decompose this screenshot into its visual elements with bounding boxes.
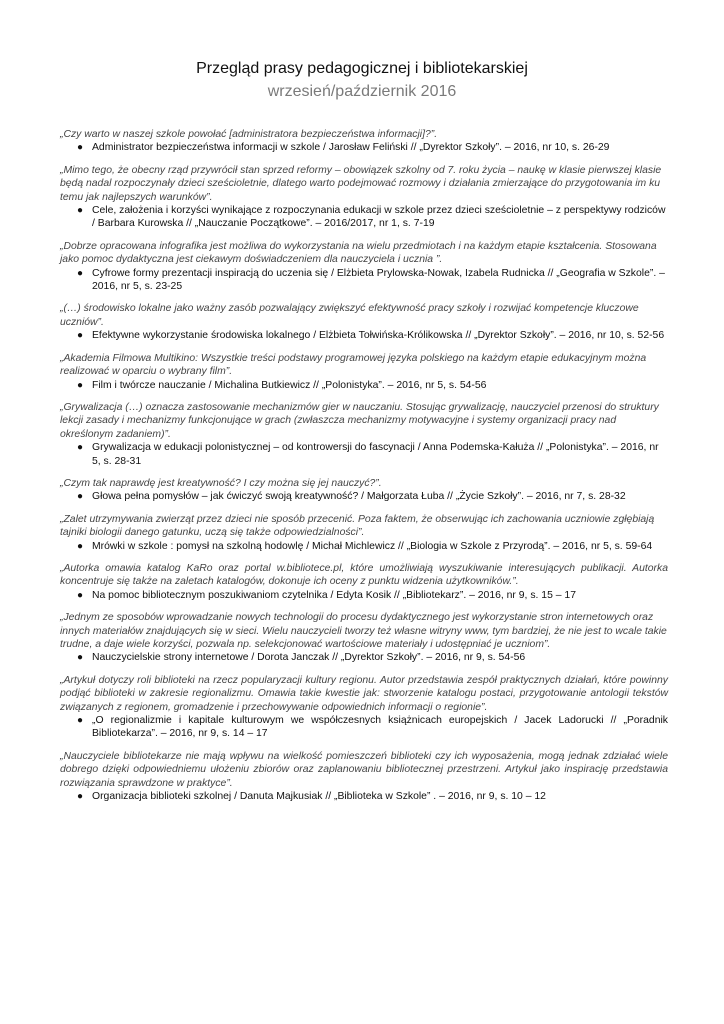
entry-reference-text: Film i twórcze nauczanie / Michalina Butkiewicz // „Polonistyka”. – 2016, nr 5, s. 54-56	[92, 379, 487, 391]
bullet-icon: ●	[77, 652, 84, 664]
entry-reference	[60, 490, 668, 503]
page-subtitle: wrzesień/październik 2016	[267, 83, 457, 100]
entry-reference-text: Na pomoc bibliotecznym poszukiwaniom czytelnika / Edyta Kosik // „Bibliotekarz”. – 2016, nr 9, s. 15 – 17	[92, 589, 576, 601]
entry-reference	[60, 267, 668, 294]
list-item	[60, 477, 668, 504]
bullet-icon: ●	[77, 330, 84, 342]
entry-reference	[60, 329, 668, 342]
entry-reference-text: Cyfrowe formy prezentacji inspiracją do uczenia się / Elżbieta Prylowska-Nowak, Izabela Rudnicka // „Geografia w Szkole”. – 2016, nr 5, s. 23-25	[92, 267, 665, 293]
list-item	[60, 401, 668, 468]
bullet-icon: ●	[77, 267, 84, 279]
entry-reference	[60, 790, 668, 803]
entry-reference-text: „O regionalizmie i kapitale kulturowym we współczesnych książnicach europejskich / Jacek Ladorucki // „Poradnik Bibliotekarza”. – 2016, nr 9, s. 14 – 17	[92, 715, 668, 740]
bullet-icon: ●	[77, 379, 84, 391]
entry-reference	[60, 714, 668, 741]
entry-reference-text: Cele, założenia i korzyści wynikające z rozpoczynania edukacji w szkole przez dzieci sześcioletnie – z perspektywy rodziców / Barbara Kurowska // „Nauczanie Początkowe”. – 2016/2017, nr 1, s. 7-19	[92, 205, 666, 230]
list-item	[60, 164, 668, 231]
entry-reference-text: Mrówki w szkole : pomysł na szkolną hodowlę / Michał Michlewicz // „Biologia w Szkole z Przyrodą”. – 2016, nr 5, s. 59-64	[92, 540, 653, 552]
entry-reference-text: Organizacja biblioteki szkolnej / Danuta Majkusiak // „Biblioteka w Szkole” . – 2016, nr 9, s. 10 – 12	[92, 791, 546, 803]
list-item	[60, 562, 668, 602]
entry-reference-text: Efektywne wykorzystanie środowiska lokalnego / Elżbieta Tołwińska-Królikowska // „Dyrektor Szkoły”. – 2016, nr 10, s. 52-56	[92, 330, 665, 342]
bullet-icon: ●	[77, 715, 84, 727]
entry-quote: „Nauczyciele bibliotekarze nie mają wpływu na wielkość pomieszczeń biblioteki czy ich wyposażenia, mogą jednak zdziałać wiele dobrego dzięki odpowiedniemu ułożeniu zbiorów oraz zaplanowaniu bibliotecznej przestrzeni. Artykuł jako inspirację przedstawia rozwiązania sprawdzone w praktyce”.	[60, 750, 668, 789]
list-item	[60, 352, 668, 392]
entry-quote: „Jednym ze sposobów wprowadzanie nowych technologii do procesu dydaktycznego jest wykorzystanie stron internetowych oraz innych materiałów znajdujących się w sieci. Wielu nauczycieli tworzy też własne witryny www, tym bardziej, że nie jest to wcale takie trudne, a daje wiele korzyści, pozwala np. selekcjonować wartościowe materiały i udostępniać je uczniom”.	[60, 612, 667, 650]
bullet-icon: ●	[77, 142, 84, 154]
entry-quote: „Akademia Filmowa Multikino: Wszystkie treści podstawy programowej języka polskiego na każdym etapie edukacyjnym można realizować w oparciu o wybrany film”.	[60, 352, 647, 378]
bullet-icon: ●	[77, 589, 84, 601]
bullet-icon: ●	[77, 540, 84, 552]
entry-reference	[60, 441, 668, 468]
entry-reference	[60, 141, 668, 154]
list-item	[60, 611, 668, 665]
entry-quote: „Artykuł dotyczy roli biblioteki na rzecz popularyzacji kultury regionu. Autor przedstawia zespół praktycznych działań, które powinny podjąć biblioteki w zakresie regionalizmu. Omawia takie kwestie jak: stworzenie katalogu postaci, przygotowanie antologii tekstów związanych z regionem, gromadzenie i przechowywanie odpowiednich informacji o regionie”.	[60, 674, 668, 713]
bullet-icon: ●	[77, 791, 84, 803]
bullet-icon: ●	[77, 205, 84, 217]
list-item	[60, 240, 668, 294]
list-item	[60, 750, 668, 804]
entry-reference-text: Grywalizacja w edukacji polonistycznej – od kontrowersji do fascynacji / Anna Podemska-Kałuża // „Polonistyka”. – 2016, nr 5, s. 28-31	[92, 442, 659, 467]
entry-reference-text: Nauczycielskie strony internetowe / Dorota Janczak // „Dyrektor Szkoły”. – 2016, nr 9, s. 54-56	[92, 652, 526, 664]
entry-reference	[60, 589, 668, 602]
entry-reference	[60, 379, 668, 392]
bullet-icon: ●	[77, 491, 84, 503]
entry-quote: „Czym tak naprawdę jest kreatywność? I czy można się jej nauczyć?”.	[60, 477, 382, 489]
entry-quote: „Czy warto w naszej szkole powołać [administratora bezpieczeństwa informacji]?”.	[60, 129, 438, 140]
entry-quote: „(…) środowisko lokalne jako ważny zasób pozwalający zwiększyć efektywność pracy szkoły i rozwijać kompetencje kluczowe uczniów”.	[60, 303, 639, 328]
entries-list	[60, 128, 668, 812]
bullet-icon: ●	[77, 442, 84, 454]
entry-quote: „Autorka omawia katalog KaRo oraz portal w.bibliotece.pl, które umożliwiają wyszukiwanie interesujących publikacji. Autorka koncentruje się także na zaletach katalogów, dokonuje ich oceny z punktu widzenia użytkowników.”.	[60, 562, 668, 588]
entry-quote: „Dobrze opracowana infografika jest możliwa do wykorzystania na wielu przedmiotach i na każdym etapie kształcenia. Stosowana jako pomoc dydaktyczna jest ciekawym doświadczeniem dla nauczyciela i ucznia ”.	[60, 240, 657, 266]
entry-reference	[60, 540, 668, 553]
entry-quote: „Mimo tego, że obecny rząd przywrócił stan sprzed reformy – obowiązek szkolny od 7. roku życia – naukę w klasie pierwszej klasie będą nadal rozpoczynały dzieci sześcioletnie, dlatego warto podejmować rozmowy i działania zmierzające do przygotowania im ku temu jak najlepszych warunków”.	[60, 164, 662, 203]
entry-reference	[60, 204, 668, 231]
entry-quote: „Zalet utrzymywania zwierząt przez dzieci nie sposób przecenić. Poza faktem, że obserwując ich zachowania uczniowie zgłębiają tajniki biologii danego gatunku, uczą się także odpowiedzialności”.	[60, 513, 655, 539]
list-item	[60, 513, 668, 553]
list-item	[60, 128, 668, 155]
page-title: Przegląd prasy pedagogicznej i bibliotekarskiej	[196, 60, 528, 77]
list-item	[60, 674, 668, 741]
entry-reference-text: Administrator bezpieczeństwa informacji w szkole / Jarosław Feliński // „Dyrektor Szkoły”. – 2016, nr 10, s. 26-29	[92, 142, 610, 154]
entry-reference-text: Głowa pełna pomysłów – jak ćwiczyć swoją kreatywność? / Małgorzata Łuba // „Życie Szkoły”. – 2016, nr 7, s. 28-32	[92, 491, 626, 503]
entry-quote: „Grywalizacja (…) oznacza zastosowanie mechanizmów gier w nauczaniu. Stosując grywalizację, nauczyciel przenosi do struktury lekcji zasady i mechanizmy funkcjonujące w grach (zwłaszcza mechanizmy motywacyjne i systemy organizacji pracy nad określonym zadaniem)”.	[60, 401, 659, 440]
list-item	[60, 302, 668, 342]
entry-reference	[60, 651, 668, 664]
